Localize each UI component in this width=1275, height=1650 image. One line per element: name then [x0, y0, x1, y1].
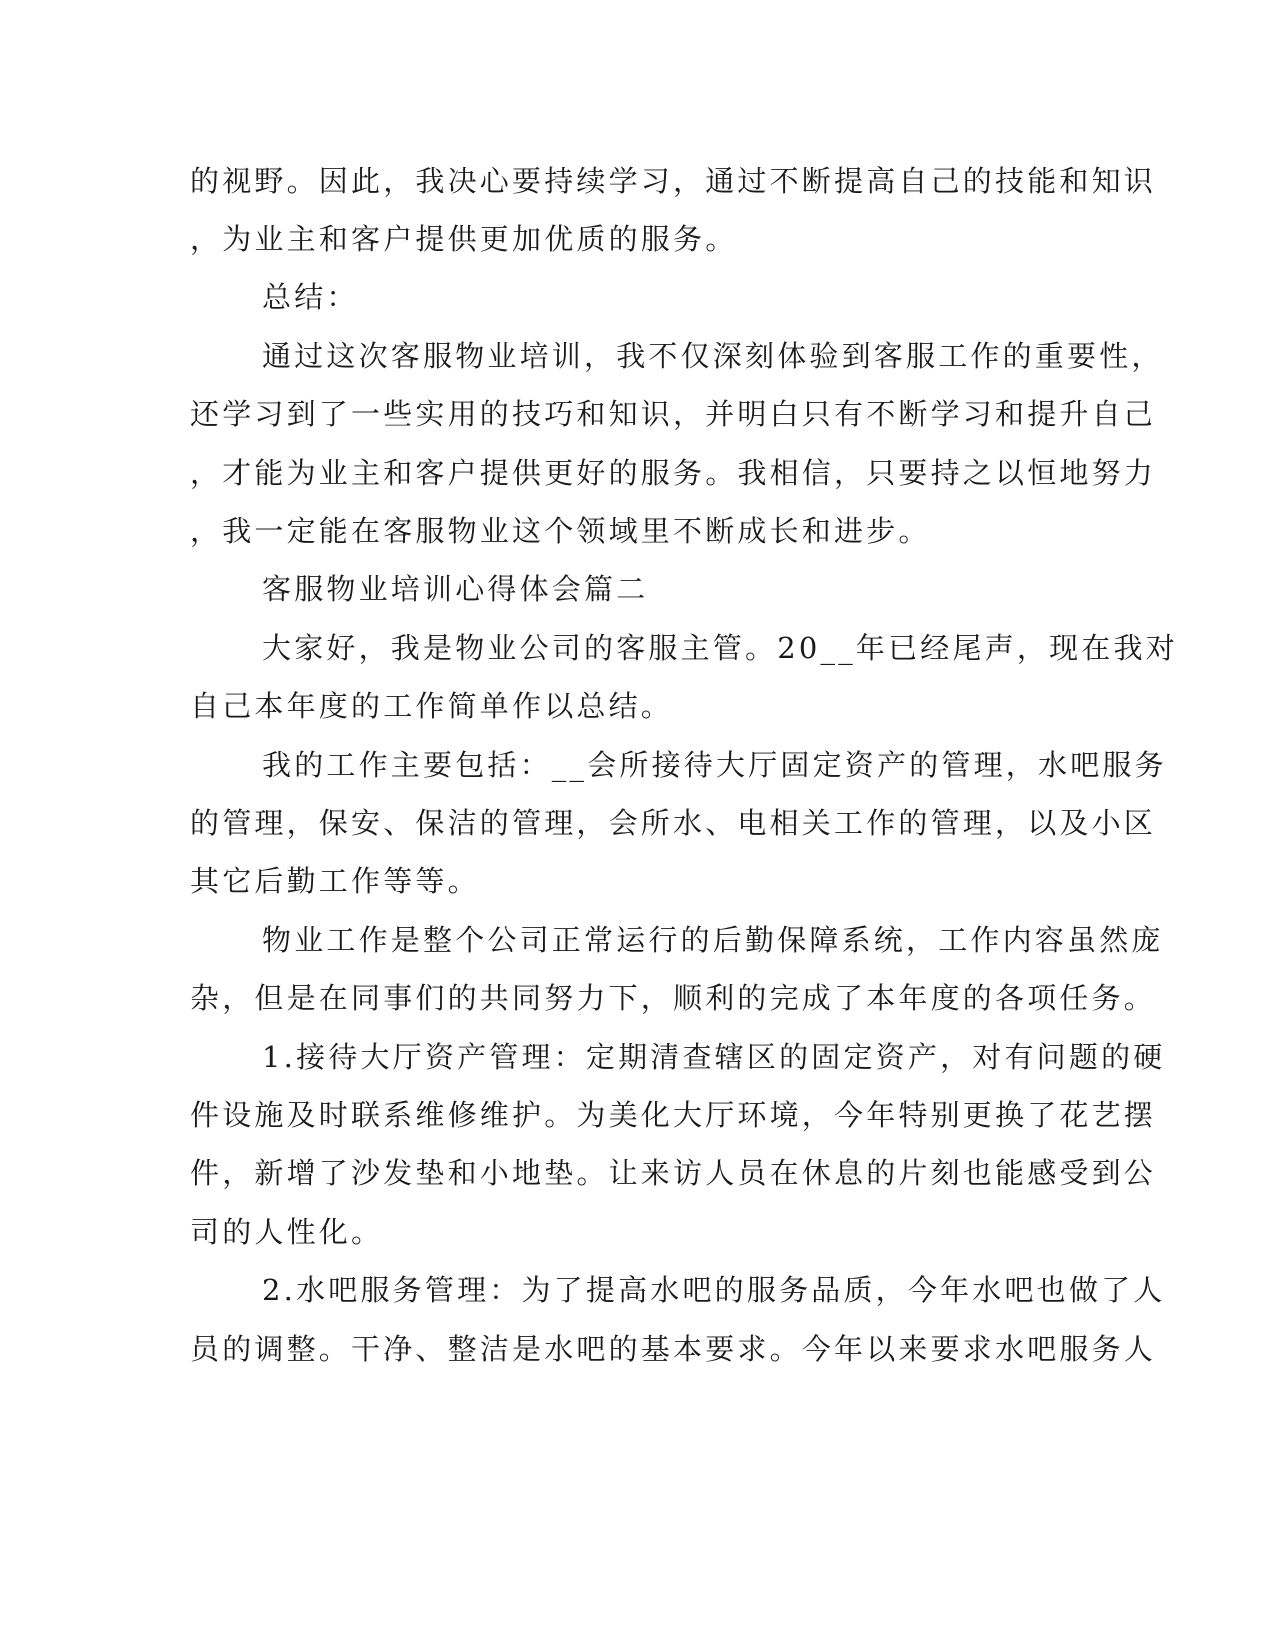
text-line: 总结： — [262, 280, 359, 314]
text-line: 件设施及时联系维修维护。为美化大厅环境，今年特别更换了花艺摆 — [190, 1098, 1157, 1132]
text-line: 通过这次客服物业培训，我不仅深刻体验到客服工作的重要性， — [262, 339, 1164, 373]
text-line: 员的调整。干净、整洁是水吧的基本要求。今年以来要求水吧服务人 — [190, 1332, 1157, 1366]
text-line: 大家好，我是物业公司的客服主管。20__年已经尾声，现在我对 — [262, 631, 1178, 665]
text-line: 的管理，保安、保洁的管理，会所水、电相关工作的管理，以及小区 — [190, 806, 1157, 840]
text-line: 2.水吧服务管理：为了提高水吧的服务品质，今年水吧也做了人 — [262, 1273, 1166, 1307]
text-line: ，才能为业主和客户提供更好的服务。我相信，只要持之以恒地努力 — [190, 456, 1157, 490]
text-line: ，为业主和客户提供更加优质的服务。 — [190, 222, 738, 256]
text-line: 我的工作主要包括：__会所接待大厅固定资产的管理，水吧服务 — [262, 748, 1167, 782]
text-line: ，我一定能在客服物业这个领域里不断成长和进步。 — [190, 514, 931, 548]
text-line: 件，新增了沙发垫和小地垫。让来访人员在休息的片刻也能感受到公 — [190, 1156, 1157, 1190]
section-heading: 客服物业培训心得体会篇二 — [262, 572, 649, 606]
text-line: 还学习到了一些实用的技巧和知识，并明白只有不断学习和提升自己 — [190, 397, 1157, 431]
text-line: 自己本年度的工作简单作以总结。 — [190, 689, 674, 723]
text-line: 杂，但是在同事们的共同努力下，顺利的完成了本年度的各项任务。 — [190, 981, 1157, 1015]
text-line: 物业工作是整个公司正常运行的后勤保障系统，工作内容虽然庞 — [262, 923, 1164, 957]
text-line: 1.接待大厅资产管理：定期清查辖区的固定资产，对有问题的硬 — [262, 1040, 1166, 1074]
text-line: 其它后勤工作等等。 — [190, 864, 480, 898]
text-line: 司的人性化。 — [190, 1215, 384, 1249]
text-line: 的视野。因此，我决心要持续学习，通过不断提高自己的技能和知识 — [190, 164, 1157, 198]
